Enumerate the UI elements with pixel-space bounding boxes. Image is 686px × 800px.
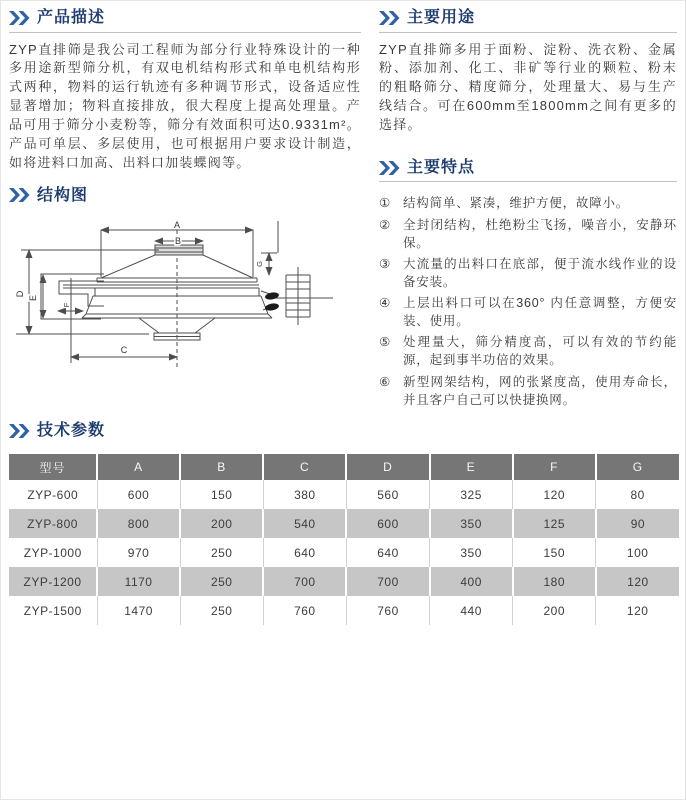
table-row [9, 509, 679, 538]
double-chevron-icon [379, 11, 400, 25]
column-header-e: E [430, 454, 513, 480]
feature-number: ① [379, 196, 392, 211]
feature-item [379, 194, 677, 212]
cell-value: 640 [263, 538, 346, 567]
column-header-c: C [263, 454, 346, 480]
cell-value: 640 [346, 538, 429, 567]
double-chevron-icon [9, 424, 30, 438]
cell-model: ZYP-1500 [9, 596, 97, 625]
cell-value: 250 [180, 596, 263, 625]
cell-value: 250 [180, 538, 263, 567]
column-header-g: G [596, 454, 679, 480]
cell-value: 200 [180, 509, 263, 538]
column-header-b: B [180, 454, 263, 480]
product-description-text: ZYP直排筛是我公司工程师为部分行业特殊设计的一种多用途新型筛分机，有双电机结构形式和单电机结构形式两种，物料的运行轨迹有多种调节形式，设备适应性显著增加；物料直接排放，很大程度上提高处理量。产品可用于筛分小麦粉等，筛分有效面积可达0.9331m²。产品可单层、多层使用，也可根据用户要求设计制造，如将进料口加高、出料口加装蝶阀等。 [9, 41, 361, 170]
cell-value: 100 [626, 545, 649, 560]
feature-number: ④ [379, 296, 392, 311]
cell-value: 700 [263, 567, 346, 596]
cell-value: 180 [513, 567, 596, 596]
cell-value: 1170 [97, 567, 180, 596]
cell-value: 325 [430, 480, 513, 509]
double-chevron-icon [379, 161, 400, 175]
cell-value: 250 [180, 567, 263, 596]
feature-text: 上层出料口可以在360° 内任意调整，方便安装、使用。 [403, 296, 677, 329]
dim-label-f: F [62, 302, 71, 308]
table-row [9, 480, 679, 509]
column-header-model: 型号 [9, 454, 97, 480]
feature-item [379, 294, 677, 330]
cell-model: ZYP-1000 [9, 538, 97, 567]
feature-number: ③ [379, 256, 392, 271]
section-title-tech-params: 技术参数 [37, 421, 106, 439]
main-features-header [379, 159, 677, 183]
product-description-header [9, 9, 361, 33]
cell-value: 90 [630, 516, 646, 531]
cell-value: 800 [97, 509, 180, 538]
cell-value: 350 [430, 509, 513, 538]
right-column [379, 9, 677, 412]
cell-value: 760 [346, 596, 429, 625]
section-title-product-description: 产品描述 [37, 9, 106, 26]
double-chevron-icon [9, 188, 30, 202]
feature-number: ⑥ [379, 374, 392, 389]
section-structure-diagram [9, 187, 361, 393]
cell-value: 150 [180, 480, 263, 509]
cell-model: ZYP-800 [9, 509, 97, 538]
cell-value: 200 [513, 596, 596, 625]
double-chevron-icon [9, 11, 30, 25]
feature-text: 处理量大，筛分精度高，可以有效的节约能源，起到事半功倍的效果。 [403, 335, 677, 368]
cell-value: 380 [263, 480, 346, 509]
main-uses-header [379, 9, 677, 33]
column-header-d: D [346, 454, 429, 480]
cell-value: 540 [263, 509, 346, 538]
cell-model: ZYP-600 [9, 480, 97, 509]
feature-item [379, 216, 677, 252]
dim-label-a: A [173, 220, 181, 231]
structure-diagram [9, 217, 361, 392]
cell-value: 440 [430, 596, 513, 625]
cell-value: 350 [430, 538, 513, 567]
main-uses-text: ZYP直排筛多用于面粉、淀粉、洗衣粉、金属粉、添加剂、化工、非矿等行业的颗粒、粉末的粗略筛分、精度筛分，处理量大、易与生产线结合。可在600mm至1800mm之间有更多的选择。 [379, 41, 677, 132]
table-row [9, 596, 679, 625]
feature-text: 新型网架结构，网的张紧度高，使用寿命长，并且客户自己可以快捷换网。 [403, 374, 677, 407]
cell-value: 120 [627, 574, 649, 589]
cell-value: 970 [97, 538, 180, 567]
section-title-main-features: 主要特点 [407, 158, 476, 176]
two-column-area [9, 9, 677, 412]
cell-value: 400 [430, 567, 513, 596]
left-column [9, 9, 361, 412]
feature-item [379, 333, 677, 369]
feature-number: ② [379, 217, 392, 232]
table-header-row [9, 454, 679, 480]
cell-value: 600 [97, 480, 180, 509]
cell-value: 760 [263, 596, 346, 625]
feature-item [379, 255, 677, 291]
feature-list [379, 194, 677, 408]
feature-text: 全封闭结构，杜绝粉尘飞扬，噪音小，安静环保。 [403, 217, 677, 250]
tech-params-table [9, 454, 679, 625]
dim-label-b: B [174, 236, 182, 247]
cell-value: 120 [626, 603, 649, 618]
section-title-structure-diagram: 结构图 [37, 186, 89, 204]
dim-label-c: C [120, 345, 128, 356]
feature-text: 大流量的出料口在底部，便于流水线作业的设备安装。 [403, 256, 677, 289]
feature-text: 结构简单、紧凑，维护方便，故障小。 [403, 196, 630, 211]
dim-label-d: D [15, 290, 25, 298]
table-row [9, 538, 679, 567]
column-header-f: F [513, 454, 596, 480]
column-header-a: A [97, 454, 180, 480]
section-product-description [9, 9, 361, 173]
feature-item [379, 373, 677, 409]
cell-value: 1470 [97, 596, 180, 625]
cell-value: 120 [513, 480, 596, 509]
structure-diagram-header [9, 187, 361, 210]
cell-value: 700 [346, 567, 429, 596]
dim-label-g: G [255, 261, 264, 268]
cell-value: 600 [346, 509, 429, 538]
cell-value: 150 [513, 538, 596, 567]
tech-params-header [9, 422, 677, 445]
cell-model: ZYP-1200 [9, 567, 97, 596]
cell-value: 560 [346, 480, 429, 509]
table-row [9, 567, 679, 596]
cell-value: 80 [630, 487, 645, 502]
cell-value: 125 [513, 509, 596, 538]
feature-number: ⑤ [379, 335, 392, 350]
section-title-main-uses: 主要用途 [407, 9, 476, 26]
dim-label-e: E [28, 295, 38, 302]
section-tech-params [9, 422, 677, 626]
section-main-features [379, 159, 677, 409]
section-main-uses [379, 9, 677, 135]
